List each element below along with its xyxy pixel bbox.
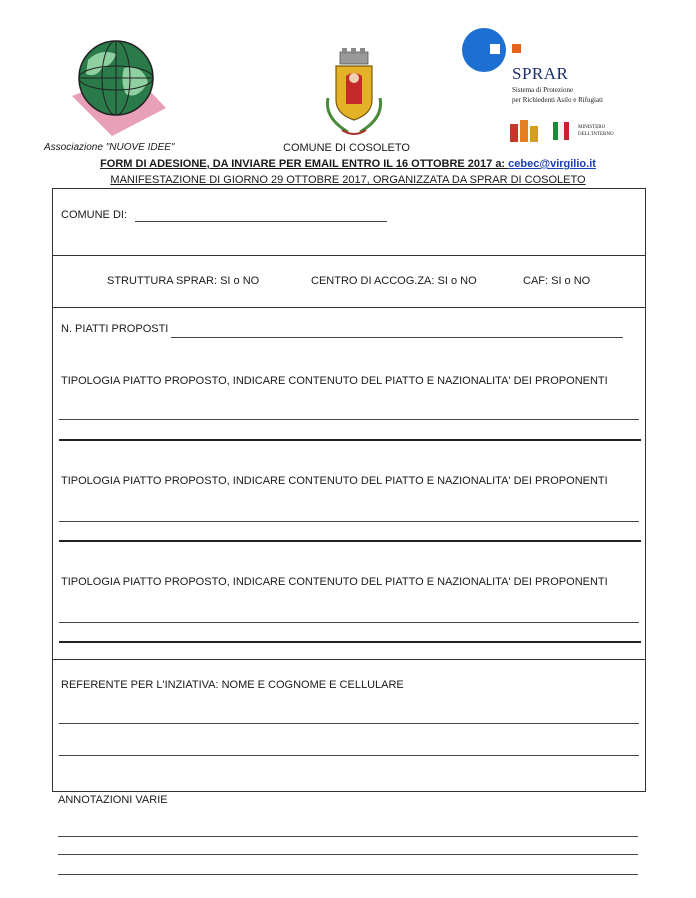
comune-di-field[interactable]: [135, 221, 387, 222]
tipologia-field-3a[interactable]: [59, 622, 639, 623]
comune-crest-logo: [318, 48, 390, 140]
n-piatti-field[interactable]: [171, 337, 623, 338]
annotazioni-field-3[interactable]: [58, 874, 638, 875]
referente-field-1[interactable]: [59, 723, 639, 724]
globe-logo: [66, 38, 176, 138]
form-title-text: FORM DI ADESIONE, DA INVIARE PER EMAIL ENTRO IL 16 OTTOBRE 2017 a:: [100, 158, 509, 170]
annotazioni-field-2[interactable]: [58, 854, 638, 855]
row-divider: [53, 659, 645, 660]
tipologia-label-1: TIPOLOGIA PIATTO PROPOSTO, INDICARE CONTENUTO DEL PIATTO E NAZIONALITA' DEI PROPONENTI: [61, 375, 608, 387]
italy-flag-icon: [553, 122, 569, 140]
tipologia-field-2b[interactable]: [59, 540, 641, 542]
referente-label: REFERENTE PER L'INZIATIVA: NOME E COGNOME E CELLULARE: [61, 679, 404, 691]
struttura-sprar-label: STRUTTURA SPRAR: SI o NO: [107, 275, 260, 287]
association-label: Associazione "NUOVE IDEE": [44, 142, 175, 153]
annotazioni-field-1[interactable]: [58, 836, 638, 837]
referente-field-2[interactable]: [59, 755, 639, 756]
tipologia-field-3b[interactable]: [59, 641, 641, 643]
form-title: [0, 158, 696, 170]
sprar-title: SPRAR: [512, 64, 569, 83]
comune-label: COMUNE DI COSOLETO: [283, 142, 410, 154]
email-link[interactable]: cebec@virgilio.it: [508, 158, 596, 170]
annotazioni-label: ANNOTAZIONI VARIE: [58, 794, 168, 806]
caf-label: CAF: SI o NO: [523, 275, 591, 287]
tipologia-field-1b[interactable]: [59, 439, 641, 441]
event-title: MANIFESTAZIONE DI GIORNO 29 OTTOBRE 2017, ORGANIZZATA DA SPRAR DI COSOLETO: [110, 174, 586, 186]
sprar-subtitle-line1: Sistema di Protezione: [512, 86, 574, 94]
ministry-label-line2: DELL'INTERNO: [578, 132, 614, 137]
n-piatti-label: N. PIATTI PROPOSTI: [61, 323, 169, 335]
sprar-subtitle-line2: per Richiedenti Asilo e Rifugiati: [512, 96, 603, 104]
row-divider: [53, 255, 645, 256]
tipologia-field-2a[interactable]: [59, 521, 639, 522]
row-divider: [53, 307, 645, 308]
centro-accoglienza-label: CENTRO DI ACCOG.ZA: SI o NO: [311, 275, 477, 287]
tipologia-label-2: TIPOLOGIA PIATTO PROPOSTO, INDICARE CONTENUTO DEL PIATTO E NAZIONALITA' DEI PROPONENTI: [61, 475, 608, 487]
anci-logo: [510, 118, 540, 142]
tipologia-label-3: TIPOLOGIA PIATTO PROPOSTO, INDICARE CONTENUTO DEL PIATTO E NAZIONALITA' DEI PROPONENTI: [61, 576, 608, 588]
comune-di-label: COMUNE DI:: [61, 209, 127, 221]
ministry-label-line1: MINISTERO: [578, 125, 606, 130]
adhesion-form: [52, 188, 646, 792]
tipologia-field-1a[interactable]: [59, 419, 639, 420]
